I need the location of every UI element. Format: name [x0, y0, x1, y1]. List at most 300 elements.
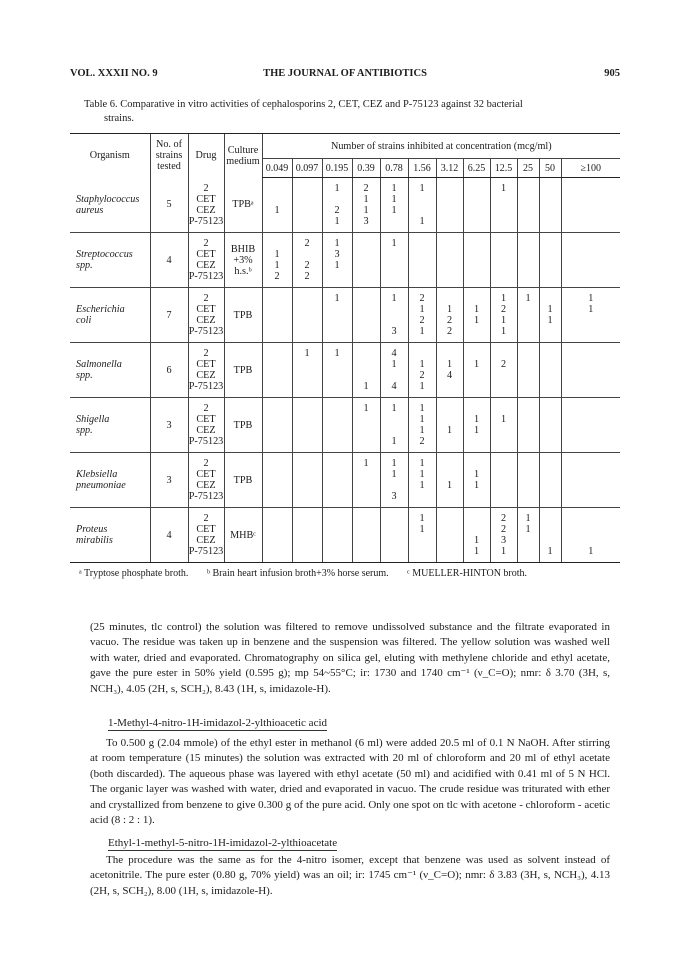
count-cell	[436, 508, 463, 563]
count-cell	[380, 343, 408, 398]
count-cell	[380, 178, 408, 233]
strain-count	[293, 469, 322, 480]
drug-name: CET	[196, 414, 216, 425]
strain-count	[263, 403, 292, 414]
count-cell	[463, 233, 490, 288]
strain-count	[293, 513, 322, 524]
strain-count: 1	[391, 469, 397, 480]
strain-count: 1	[391, 436, 397, 447]
strains-tested: 3	[150, 398, 188, 453]
strain-count	[263, 293, 292, 304]
strain-count	[491, 458, 517, 469]
count-cell	[436, 233, 463, 288]
strain-count	[381, 249, 408, 260]
strain-count	[437, 436, 463, 447]
strain-count: 2	[419, 370, 425, 381]
medium-header-line: Culture	[227, 144, 259, 156]
drug-name: P-75123	[188, 215, 224, 227]
strain-count	[437, 535, 463, 546]
count-cell	[490, 343, 517, 398]
strain-count	[381, 260, 408, 271]
count-cell	[561, 508, 620, 563]
strain-count: 1	[334, 238, 340, 249]
strain-count	[381, 480, 408, 491]
strain-count: 2	[304, 260, 310, 271]
strain-count	[353, 315, 380, 326]
strain-count	[381, 304, 408, 315]
strain-count	[562, 513, 621, 524]
count-cell	[352, 233, 380, 288]
strain-count: 1	[391, 205, 397, 216]
organism-row	[70, 398, 620, 453]
count-cell	[517, 178, 539, 233]
strain-count	[263, 348, 292, 359]
strain-count	[562, 205, 621, 216]
strain-count: 1	[363, 205, 369, 216]
strain-count	[293, 194, 322, 205]
culture-medium-line: BHIB	[230, 243, 256, 255]
strain-count: 1	[391, 293, 397, 304]
strain-count: 1	[419, 381, 425, 392]
strain-count: 1	[446, 425, 453, 436]
strain-count	[464, 249, 490, 260]
strain-count	[293, 293, 322, 304]
strain-count	[464, 370, 490, 381]
organism-name-line: Salmonella	[76, 359, 122, 370]
strain-count	[464, 436, 490, 447]
strain-count	[263, 359, 292, 370]
strain-count	[518, 216, 539, 227]
strain-count: 1	[500, 414, 507, 425]
strain-count	[323, 546, 352, 557]
strain-count	[518, 359, 539, 370]
drug-list	[188, 343, 224, 398]
table-caption	[84, 98, 604, 126]
strain-count	[464, 194, 490, 205]
strain-count	[491, 216, 517, 227]
strain-count	[562, 348, 621, 359]
strain-count	[518, 546, 539, 557]
strain-count: 1	[473, 304, 480, 315]
strain-count	[263, 425, 292, 436]
strain-count	[518, 315, 539, 326]
strain-count	[518, 381, 539, 392]
strain-count: 1	[419, 458, 425, 469]
strain-count: 1	[500, 293, 507, 304]
count-cell	[517, 343, 539, 398]
culture-medium	[224, 343, 262, 398]
strain-count	[464, 491, 490, 502]
strain-count: 2	[500, 359, 507, 370]
strain-count: 2	[446, 315, 453, 326]
strain-count: 1	[473, 535, 480, 546]
count-cell	[463, 288, 490, 343]
strain-count: 1	[363, 458, 369, 469]
organism-name-line: pneumoniae	[76, 480, 126, 491]
culture-medium-line: MHBᶜ	[230, 529, 256, 541]
concentration-header: 50	[539, 159, 561, 178]
strain-count	[540, 293, 561, 304]
strain-count	[353, 249, 380, 260]
count-cell	[322, 178, 352, 233]
strain-count	[562, 271, 621, 282]
strain-count	[353, 491, 380, 502]
strain-count: 1	[419, 403, 425, 414]
strain-count	[518, 194, 539, 205]
strain-count	[562, 315, 621, 326]
count-cell	[408, 453, 436, 508]
strain-count: 1	[446, 304, 453, 315]
count-cell	[436, 288, 463, 343]
strain-count	[464, 326, 490, 337]
count-cell	[490, 288, 517, 343]
count-cell	[517, 453, 539, 508]
table-footnotes	[79, 568, 543, 579]
strain-count	[437, 348, 463, 359]
strain-count	[293, 205, 322, 216]
count-cell	[262, 288, 292, 343]
strain-count	[491, 491, 517, 502]
drug-name: CET	[196, 193, 216, 205]
strain-count: 2	[334, 205, 340, 216]
strain-count	[293, 414, 322, 425]
strain-count	[323, 458, 352, 469]
organism-row	[70, 233, 620, 288]
strain-count	[540, 370, 561, 381]
strain-count	[518, 238, 539, 249]
drug-name: CEZ	[196, 425, 216, 436]
drug-name: CET	[196, 304, 216, 315]
mic-table	[70, 133, 620, 563]
count-cell	[517, 398, 539, 453]
strain-count	[562, 535, 621, 546]
count-cell	[292, 343, 322, 398]
strain-count	[353, 436, 380, 447]
strain-count: 1	[419, 216, 425, 227]
strain-count	[381, 425, 408, 436]
strain-count	[293, 304, 322, 315]
strain-count	[437, 260, 463, 271]
strain-count	[323, 480, 352, 491]
count-cell	[517, 288, 539, 343]
strain-count: 1	[419, 326, 425, 337]
tested-header-line: tested	[157, 161, 181, 173]
strain-count: 1	[391, 458, 397, 469]
organism-name-line: Escherichia	[76, 304, 125, 315]
strain-count	[491, 480, 517, 491]
strain-count	[464, 381, 490, 392]
drug-name: CEZ	[196, 204, 216, 216]
strains-tested: 3	[150, 453, 188, 508]
drug-name: CET	[196, 524, 216, 535]
strain-count	[540, 216, 561, 227]
strain-count	[293, 546, 322, 557]
strain-count	[323, 194, 352, 205]
strain-count: 1	[446, 359, 453, 370]
organism-name	[70, 233, 150, 288]
strain-count	[293, 524, 322, 535]
strain-count: 1	[274, 249, 280, 260]
drug-list	[188, 178, 224, 233]
strain-count	[353, 480, 380, 491]
strain-count	[464, 205, 490, 216]
strain-count: 1	[363, 403, 369, 414]
drug-name: P-75123	[188, 491, 224, 502]
strain-count: 1	[547, 315, 553, 326]
drug-name: CEZ	[196, 260, 216, 271]
organism-name	[70, 508, 150, 563]
strain-count	[540, 414, 561, 425]
strain-count: 3	[391, 491, 397, 502]
section-heading-1: 1-Methyl-4-nitro-1H-imidazol-2-ylthioacetic acid	[108, 717, 328, 729]
strain-count: 4	[446, 370, 453, 381]
strain-count	[491, 370, 517, 381]
paragraph-1: (25 minutes, tlc control) the solution was filtered to remove undissolved substance and the filtrate evaporated in vacuo. The residue was taken up in benzene and the suspension was filtered. The yellow solution was washed well with water, dried and evaporated. Chromatography on silica gel, eluting with methylene chloride and ethyl acetate, gave the pure ester in 50% yield (0.595 g); mp 54~55°C; ir: 1730 and 1740 cm⁻¹ (ν_C=O); nmr: δ 3.70 (3H, s, NCH₃), 4.05 (2H, s, SCH₂), 8.43 (1H, s, imidazole-H).	[90, 621, 610, 695]
strain-count: 1	[363, 194, 369, 205]
count-cell	[262, 398, 292, 453]
organism-name-line: spp.	[76, 425, 93, 436]
strain-count	[437, 403, 463, 414]
culture-medium-line: TPB	[233, 419, 253, 431]
strain-count: 1	[304, 348, 310, 359]
strain-count	[437, 194, 463, 205]
strain-count	[323, 403, 352, 414]
strain-count: 1	[363, 381, 369, 392]
count-cell	[352, 453, 380, 508]
count-cell	[436, 453, 463, 508]
strain-count	[263, 414, 292, 425]
strain-count: 1	[473, 315, 480, 326]
strain-count	[491, 249, 517, 260]
count-cell	[490, 453, 517, 508]
concentration-header: 12.5	[490, 159, 517, 178]
tested-header	[150, 134, 188, 178]
strain-count	[464, 524, 490, 535]
strain-count: 3	[363, 216, 369, 227]
strain-count: 2	[274, 271, 280, 282]
strain-count	[381, 216, 408, 227]
strain-count	[323, 524, 352, 535]
strain-count	[562, 469, 621, 480]
count-cell	[436, 398, 463, 453]
strain-count	[409, 238, 436, 249]
strain-count	[353, 348, 380, 359]
count-cell	[322, 453, 352, 508]
count-cell	[539, 398, 561, 453]
drug-name: CEZ	[196, 480, 216, 491]
concentration-header: 6.25	[463, 159, 490, 178]
count-cell	[539, 178, 561, 233]
culture-medium	[224, 233, 262, 288]
strain-count: 1	[391, 194, 397, 205]
strain-count	[437, 216, 463, 227]
strain-count	[540, 403, 561, 414]
strain-count: 1	[419, 359, 425, 370]
strain-count	[518, 480, 539, 491]
strain-count: 1	[525, 524, 531, 535]
strain-count	[353, 370, 380, 381]
strain-count: 1	[419, 414, 425, 425]
drug-name: CEZ	[196, 315, 216, 326]
strain-count: 1	[419, 524, 425, 535]
strain-count: 1	[500, 326, 507, 337]
organism-name-line: Staphylococcus	[76, 193, 140, 205]
culture-medium-line: TPB	[233, 474, 253, 486]
strain-count	[518, 271, 539, 282]
strain-count	[293, 315, 322, 326]
count-cell	[539, 508, 561, 563]
strain-count	[409, 205, 436, 216]
strain-count: 1	[500, 315, 507, 326]
strain-count: 1	[391, 403, 397, 414]
strain-count	[353, 304, 380, 315]
strain-count	[540, 326, 561, 337]
strain-count	[540, 205, 561, 216]
strain-count	[540, 260, 561, 271]
count-cell	[463, 178, 490, 233]
strain-count	[381, 546, 408, 557]
strain-count	[437, 414, 463, 425]
strain-count	[437, 293, 463, 304]
concentration-header: ≥100	[561, 159, 620, 178]
strain-count	[409, 491, 436, 502]
strain-count	[263, 315, 292, 326]
strain-count	[562, 359, 621, 370]
strain-count	[293, 458, 322, 469]
strain-count: 1	[419, 183, 425, 194]
culture-medium-line: +3%	[233, 254, 253, 266]
strain-count	[464, 348, 490, 359]
count-cell	[517, 508, 539, 563]
strain-count	[323, 315, 352, 326]
organism-name-line: spp.	[76, 260, 93, 271]
count-cell	[539, 343, 561, 398]
strain-count: 1	[547, 304, 553, 315]
count-cell	[490, 508, 517, 563]
strain-count	[323, 535, 352, 546]
strain-count: 1	[419, 304, 425, 315]
organism-name	[70, 288, 150, 343]
organism-row	[70, 288, 620, 343]
strain-count	[293, 370, 322, 381]
strain-count	[353, 359, 380, 370]
strain-count: 3	[334, 249, 340, 260]
strains-tested: 7	[150, 288, 188, 343]
page-number: 905	[604, 68, 620, 79]
drug-name: 2	[203, 238, 209, 249]
caption-line-1: Table 6. Comparative in vitro activities of cephalosporins 2, CET, CEZ and P-75123 against 32 bacterial	[84, 99, 523, 110]
strain-count	[263, 524, 292, 535]
strain-count	[518, 348, 539, 359]
strain-count	[518, 183, 539, 194]
count-cell	[380, 288, 408, 343]
strain-count: 1	[473, 546, 480, 557]
strain-count	[293, 403, 322, 414]
drug-name: CEZ	[196, 535, 216, 546]
drug-name: CEZ	[196, 370, 216, 381]
strain-count	[263, 458, 292, 469]
strain-count	[562, 194, 621, 205]
strain-count	[491, 205, 517, 216]
strain-count	[437, 458, 463, 469]
strain-count	[540, 348, 561, 359]
strain-count: 1	[473, 414, 480, 425]
strain-count	[518, 469, 539, 480]
strain-count: 2	[419, 315, 425, 326]
organism-header: Organism	[70, 134, 150, 178]
count-cell	[561, 178, 620, 233]
strain-count	[437, 491, 463, 502]
drug-list	[188, 233, 224, 288]
count-cell	[408, 343, 436, 398]
strain-count: 2	[419, 293, 425, 304]
strains-tested: 6	[150, 343, 188, 398]
count-cell	[463, 343, 490, 398]
strain-count	[518, 491, 539, 502]
count-cell	[322, 508, 352, 563]
strain-count	[518, 249, 539, 260]
strain-count	[491, 260, 517, 271]
count-cell	[292, 508, 322, 563]
strain-count: 4	[391, 348, 397, 359]
strain-count: 1	[391, 183, 397, 194]
count-cell	[292, 178, 322, 233]
strain-count	[323, 359, 352, 370]
count-cell	[539, 453, 561, 508]
strain-count	[540, 381, 561, 392]
strain-count: 2	[500, 304, 507, 315]
concentration-header: 25	[517, 159, 539, 178]
strain-count	[353, 524, 380, 535]
count-cell	[490, 178, 517, 233]
drug-name: 2	[203, 513, 209, 524]
paragraph-3: The procedure was the same as for the 4-nitro isomer, except that benzene was used as solvent instead of acetonitrile. The pure ester (0.80 g, 70% yield) was an oil; ir: 1745 cm⁻¹ (ν_C=O); nmr: δ 3.83 (3H, s, NCH₃), 4.13 (2H, s, SCH₂), 8.00 (1H, s, imidazole-H).	[90, 854, 610, 897]
culture-medium	[224, 453, 262, 508]
strain-count	[562, 249, 621, 260]
strain-count	[263, 513, 292, 524]
strains-tested: 4	[150, 508, 188, 563]
strain-count	[293, 183, 322, 194]
drug-header: Drug	[188, 134, 224, 178]
drug-name: 2	[203, 403, 209, 414]
count-cell	[292, 453, 322, 508]
strain-count	[464, 458, 490, 469]
strain-count	[540, 249, 561, 260]
culture-medium	[224, 508, 262, 563]
drug-name: P-75123	[188, 546, 224, 557]
strain-count	[518, 403, 539, 414]
strain-count	[540, 458, 561, 469]
count-cell	[539, 288, 561, 343]
count-cell	[561, 233, 620, 288]
count-cell	[262, 178, 292, 233]
count-cell	[408, 508, 436, 563]
strain-count: 1	[419, 480, 425, 491]
strain-count	[491, 271, 517, 282]
strain-count	[263, 194, 292, 205]
tested-header-line: No. of	[155, 139, 183, 151]
culture-medium	[224, 178, 262, 233]
strain-count	[323, 513, 352, 524]
culture-medium-line: h.s.ᵇ	[234, 265, 252, 277]
count-cell	[408, 398, 436, 453]
drug-list	[188, 398, 224, 453]
strain-count	[381, 271, 408, 282]
strain-count	[263, 480, 292, 491]
strain-count	[491, 469, 517, 480]
count-cell	[262, 453, 292, 508]
strain-count	[263, 326, 292, 337]
